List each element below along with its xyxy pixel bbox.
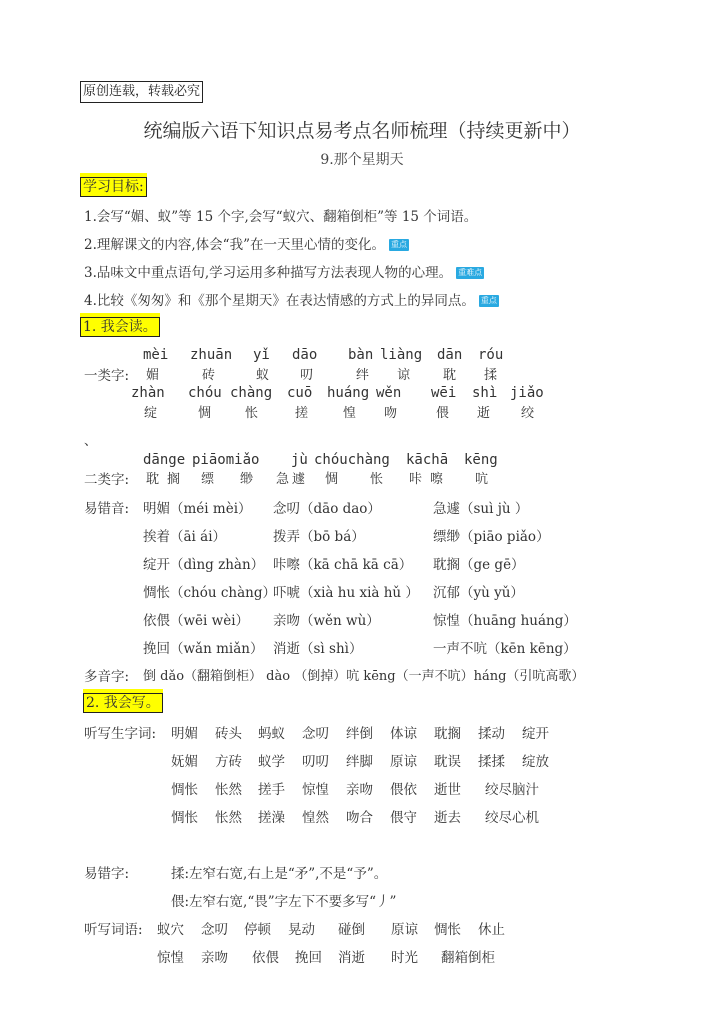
dictation-word: 翻箱倒柜 <box>441 950 495 966</box>
dictation-word: 体谅 <box>390 726 417 742</box>
dictation-word: 蚂蚁 <box>258 726 285 742</box>
dictation-word: 耽搁 <box>434 726 461 742</box>
miswrite-item: 偎:左窄右宽,“畏”字左下不要多写“丿” <box>171 894 397 910</box>
pinyin: chóuchàng <box>314 452 390 468</box>
goal-item-4 <box>84 289 499 309</box>
dictation-word: 惶然 <box>302 810 329 826</box>
hanzi: 搁 <box>167 472 181 487</box>
hanzi: 遽 <box>292 472 306 487</box>
goal-text: 4.比较《匆匆》和《那个星期天》在表达情感的方式上的异同点。 <box>84 293 475 309</box>
dictation-word: 消逝 <box>338 950 365 966</box>
mispron-item: 沉郁（yù yǔ） <box>433 585 524 601</box>
mispron-item: 挽回（wǎn miǎn） <box>143 641 264 657</box>
hanzi: 惶 <box>343 406 357 421</box>
dictation-word: 揉动 <box>478 726 505 742</box>
mispron-item: 缥缈（piāo piǎo） <box>433 529 550 545</box>
dictation-word: 怅然 <box>215 810 242 826</box>
dictation-label: 听写生字词: <box>84 726 157 742</box>
dictation-word: 亲吻 <box>201 950 228 966</box>
pinyin: cuō <box>287 385 313 401</box>
dictation-word: 惊惶 <box>302 782 329 798</box>
dictation-word: 搓澡 <box>258 810 285 826</box>
dictation-word: 逝去 <box>434 810 461 826</box>
mispron-item: 依偎（wēi wèi） <box>143 613 250 629</box>
key-point-badge: 重点 <box>390 240 407 249</box>
dictation-word: 时光 <box>391 950 418 966</box>
mispron-item: 拨弄（bō bá） <box>273 529 365 545</box>
hanzi: 怅 <box>370 472 384 487</box>
hanzi: 叨 <box>300 368 314 383</box>
pinyin: zhàn <box>131 385 165 401</box>
pinyin: dān <box>437 347 463 363</box>
stray-mark: 、 <box>84 434 98 449</box>
dictation-word: 偎守 <box>390 810 417 826</box>
mispron-label: 易错音: <box>84 501 130 517</box>
mispron-item: 消逝（sì shì） <box>273 641 363 657</box>
pinyin: shì <box>472 385 498 401</box>
goal-text: 3.品味文中重点语句,学习运用多种描写方法表现人物的心理。 <box>84 265 453 281</box>
pinyin: wēi <box>431 385 457 401</box>
goals-heading: 学习目标: <box>80 177 147 197</box>
pinyin: kēng <box>464 452 498 468</box>
dictation-word: 砖头 <box>215 726 242 742</box>
dictation-word: 绽开 <box>522 726 549 742</box>
hanzi: 媚 <box>146 368 160 383</box>
dictation-word: 方砖 <box>215 754 242 770</box>
dictation-word: 揉揉 <box>478 754 505 770</box>
dictation-word: 妩媚 <box>171 754 198 770</box>
hanzi: 逝 <box>477 406 491 421</box>
pinyin: wěn <box>376 385 402 401</box>
hanzi: 咔 <box>409 472 423 487</box>
hanzi: 搓 <box>295 406 309 421</box>
pinyin: róu <box>478 347 504 363</box>
document-title: 统编版六语下知识点易考点名师梳理（持续更新中） <box>143 120 581 142</box>
dictation-word: 绞尽心机 <box>485 810 539 826</box>
hanzi: 耽 <box>146 472 160 487</box>
dictation-word: 惆怅 <box>434 922 461 938</box>
hanzi: 砖 <box>202 368 216 383</box>
dictation-word: 耽误 <box>434 754 461 770</box>
goal-text: 2.理解课文的内容,体会“我”在一天里心情的变化。 <box>84 237 385 253</box>
mispron-item: 一声不吭（kēn kēng） <box>433 641 577 657</box>
dictation-word: 明媚 <box>171 726 198 742</box>
hanzi: 绞 <box>521 406 535 421</box>
dictation-word: 晃动 <box>288 922 315 938</box>
pinyin: liàng <box>380 347 423 363</box>
dictation-word: 蚁穴 <box>157 922 184 938</box>
dictation-word: 碰倒 <box>338 922 365 938</box>
mispron-item: 绽开（dìng zhàn） <box>143 557 265 573</box>
mispron-item: 挨着（āi ái） <box>143 529 227 545</box>
dictation-word: 亲吻 <box>346 782 373 798</box>
dictation-word: 挽回 <box>295 950 322 966</box>
dictation-word: 绞尽脑汁 <box>485 782 539 798</box>
hanzi: 惆 <box>198 406 212 421</box>
hanzi: 谅 <box>397 368 411 383</box>
class1-label: 一类字: <box>84 368 130 384</box>
dictation-word: 休止 <box>478 922 505 938</box>
hanzi: 耽 <box>443 368 457 383</box>
pinyin: huáng <box>327 385 370 401</box>
pinyin: dāo <box>292 347 318 363</box>
pinyin: mèi <box>143 347 169 363</box>
dictation-word: 依偎 <box>252 950 279 966</box>
mispron-item: 惆怅（chóu chàng） <box>143 585 277 601</box>
pinyin: chóu <box>188 385 222 401</box>
mispron-item: 亲吻（wěn wù） <box>273 613 380 629</box>
hanzi: 偎 <box>436 406 450 421</box>
dictation-word: 搓手 <box>258 782 285 798</box>
lesson-title: 9.那个星期天 <box>320 152 404 168</box>
polyphone-label: 多音字: <box>84 669 130 685</box>
mispron-item: 耽搁（ge gē） <box>433 557 525 573</box>
pinyin: dānge <box>143 452 186 468</box>
hanzi: 绽 <box>144 406 158 421</box>
hanzi: 怅 <box>245 406 259 421</box>
hanzi: 急 <box>276 472 290 487</box>
dictation-word: 惆怅 <box>171 782 198 798</box>
dictation-word: 惆怅 <box>171 810 198 826</box>
pinyin: yǐ <box>253 347 270 363</box>
copyright-notice: 原创连载，转载必究 <box>80 81 203 103</box>
dictation-word: 怅然 <box>215 782 242 798</box>
mispron-item: 咔嚓（kā chā kā cā） <box>273 557 413 573</box>
mispron-item: 惊惶（huāng huáng） <box>433 613 577 629</box>
goal-item-1 <box>84 205 477 225</box>
mispron-item: 急遽（suì jù ） <box>433 501 529 517</box>
dictation-word: 叨叨 <box>302 754 329 770</box>
dictation-word: 吻合 <box>346 810 373 826</box>
hanzi: 缈 <box>240 472 254 487</box>
hanzi: 嚓 <box>430 472 444 487</box>
dictation-word: 原谅 <box>391 922 418 938</box>
key-point-badge: 重点 <box>480 296 497 305</box>
goal-item-3 <box>84 261 484 281</box>
dictation-word: 绊脚 <box>346 754 373 770</box>
dictation-word: 逝世 <box>434 782 461 798</box>
pinyin: zhuān <box>190 347 233 363</box>
key-difficult-badge: 重难点 <box>458 268 483 277</box>
dictation-word: 停顿 <box>244 922 271 938</box>
pinyin: piāomiǎo <box>192 452 260 468</box>
words-label: 听写词语: <box>84 922 143 938</box>
hanzi: 惆 <box>325 472 339 487</box>
hanzi: 缥 <box>201 472 215 487</box>
dictation-word: 绽放 <box>522 754 549 770</box>
hanzi: 蚁 <box>256 368 270 383</box>
dictation-word: 原谅 <box>390 754 417 770</box>
dictation-word: 惊惶 <box>157 950 184 966</box>
hanzi: 吭 <box>475 472 489 487</box>
hanzi: 吻 <box>384 406 398 421</box>
goal-text: 1.会写“媚、蚁”等 15 个字,会写“蚁穴、翻箱倒柜”等 15 个词语。 <box>84 209 478 225</box>
mispron-item: 明媚（méi mèi） <box>143 501 252 517</box>
miswrite-label: 易错字: <box>84 866 130 882</box>
goal-item-2 <box>84 233 409 253</box>
polyphone-text: 倒 dǎo（翻箱倒柜） dào （倒掉）吭 kēng（一声不吭）háng（引吭高歌） <box>143 669 585 684</box>
mispron-item: 念叨（dāo dao） <box>273 501 381 517</box>
write-heading: 2. 我会写。 <box>83 693 163 713</box>
pinyin: jiǎo <box>510 385 544 401</box>
pinyin: bàn <box>348 347 374 363</box>
read-heading: 1. 我会读。 <box>80 317 160 337</box>
dictation-word: 绊倒 <box>346 726 373 742</box>
miswrite-item: 揉:左窄右宽,右上是“矛”,不是“予”。 <box>171 866 388 882</box>
dictation-word: 念叨 <box>201 922 228 938</box>
dictation-word: 蚁学 <box>258 754 285 770</box>
mispron-item: 吓唬（xià hu xià hǔ ） <box>273 585 419 601</box>
pinyin: chàng <box>230 385 273 401</box>
pinyin: jù <box>291 452 308 468</box>
dictation-word: 念叨 <box>302 726 329 742</box>
dictation-word: 偎依 <box>390 782 417 798</box>
class2-label: 二类字: <box>84 472 130 488</box>
hanzi: 绊 <box>356 368 370 383</box>
pinyin: kāchā <box>406 452 449 468</box>
hanzi: 揉 <box>484 368 498 383</box>
